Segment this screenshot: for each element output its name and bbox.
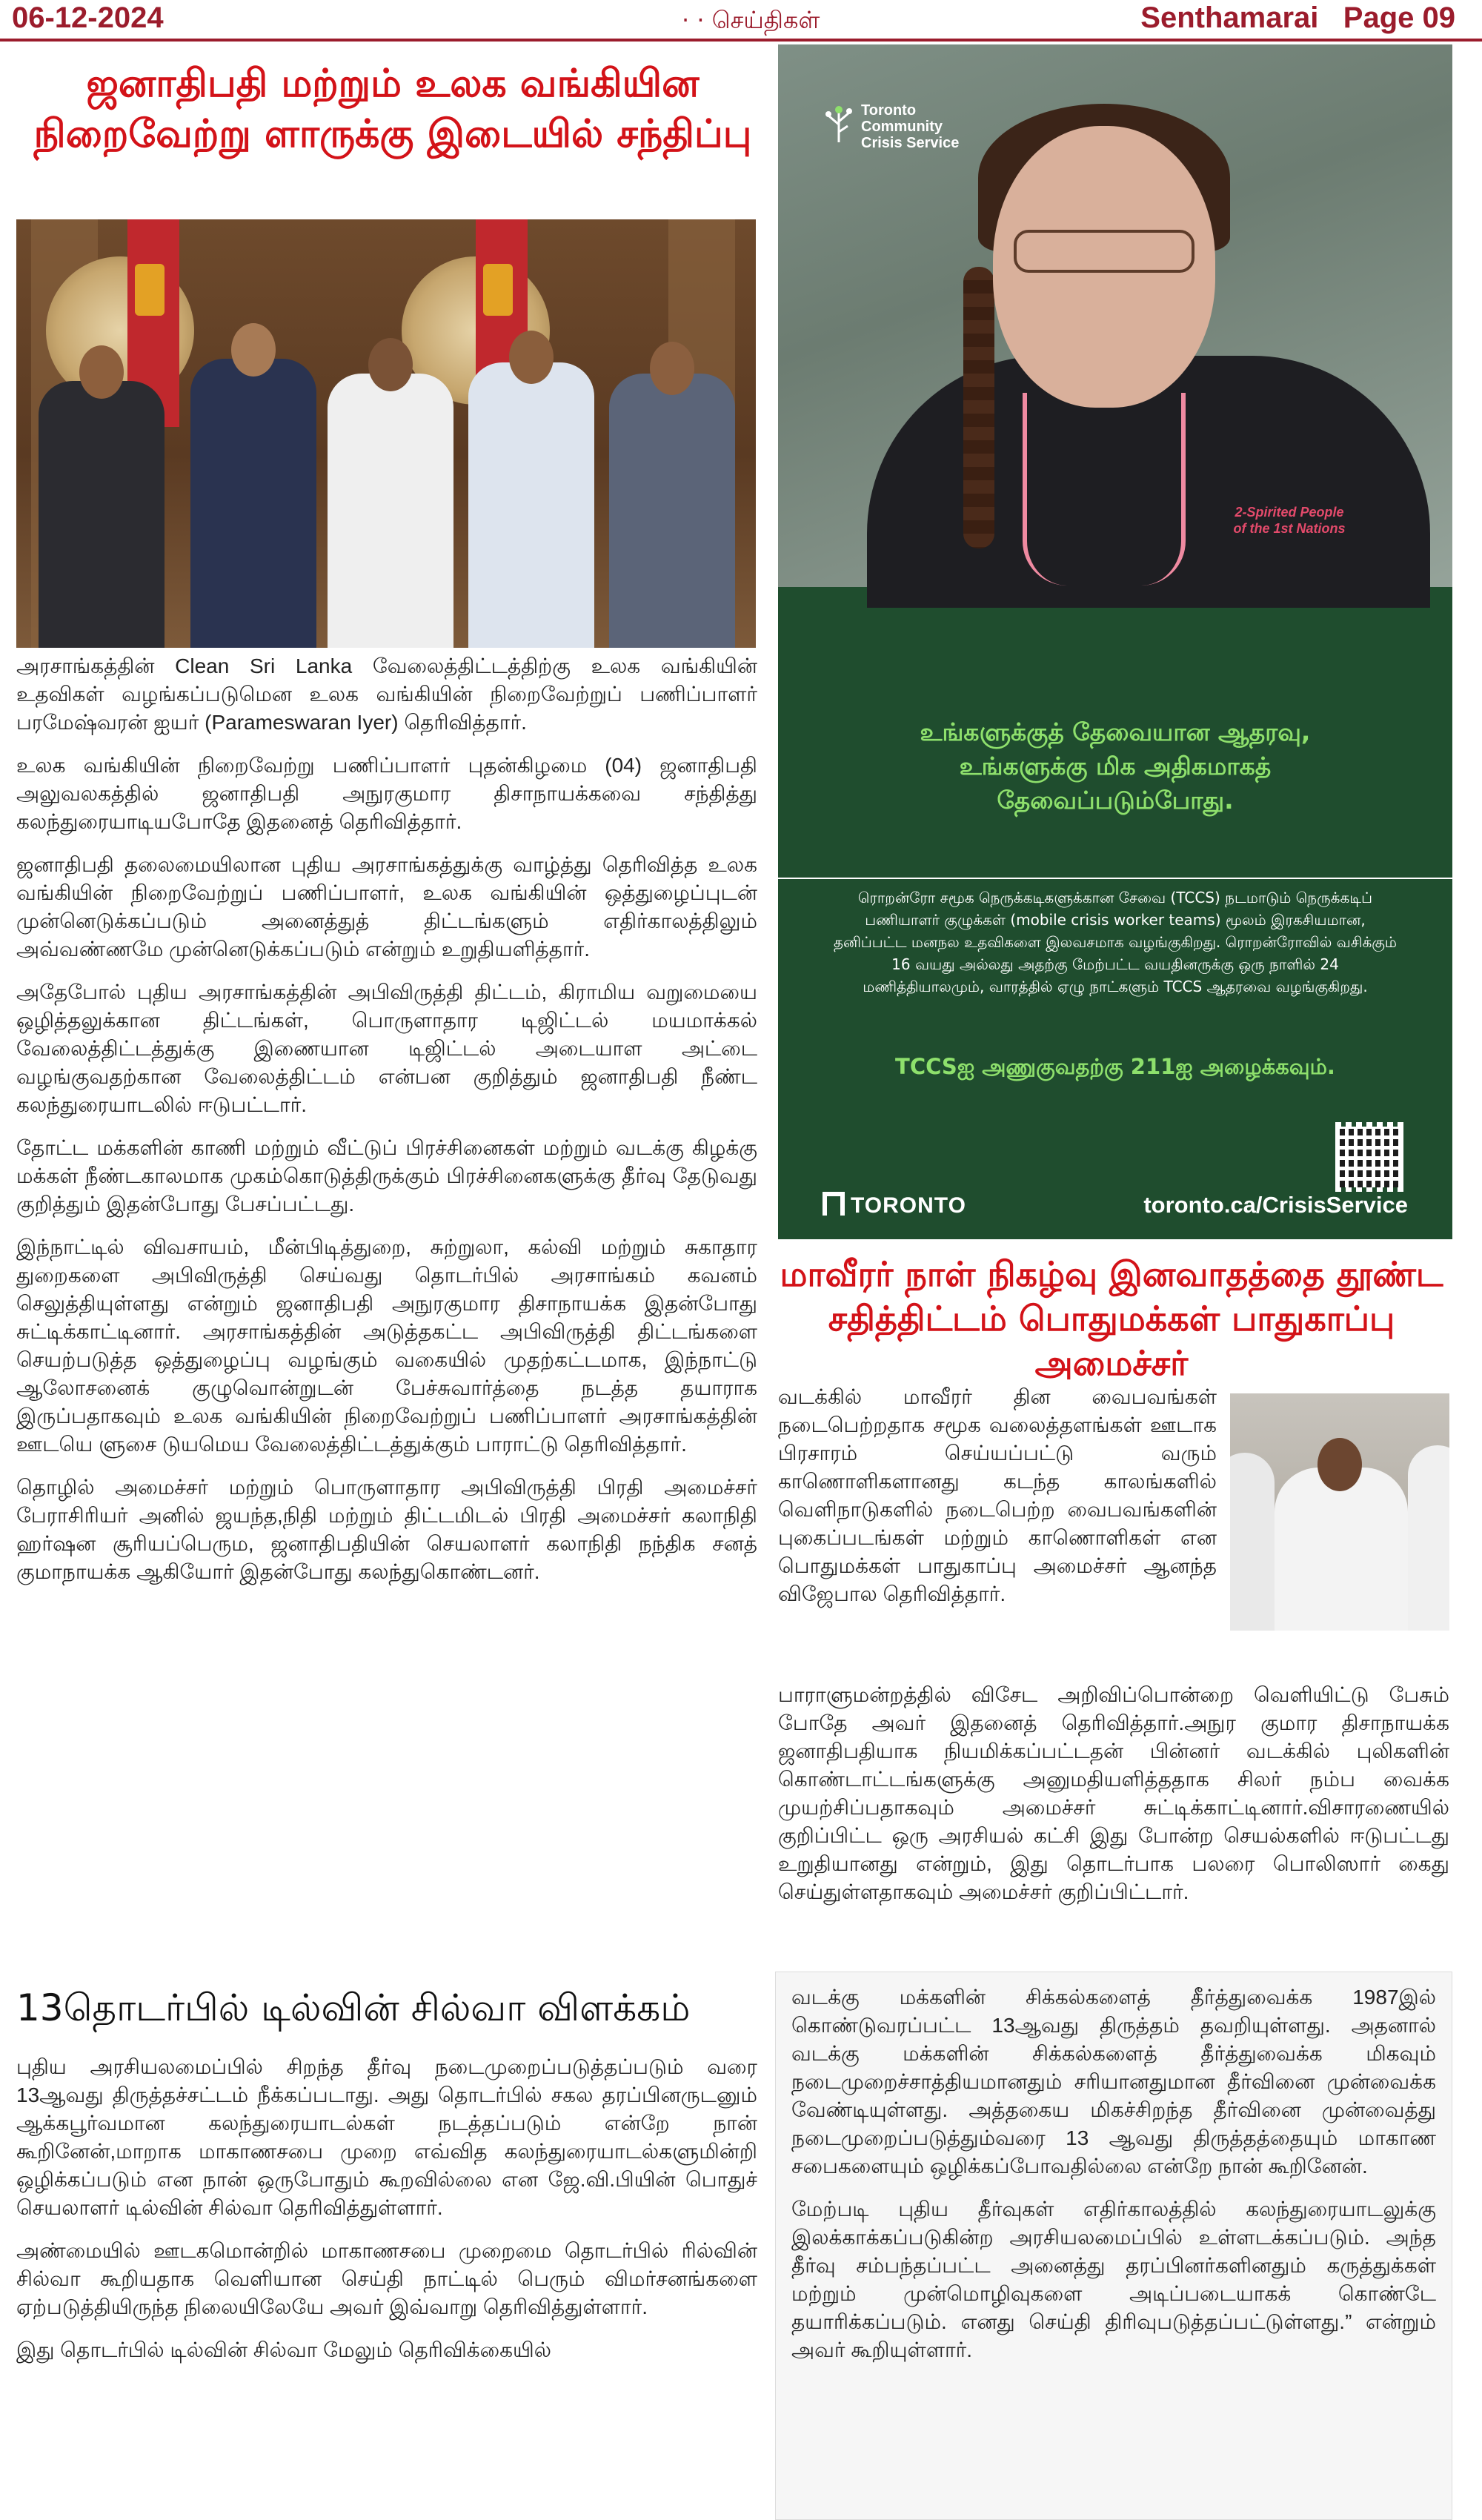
toronto-logo: TORONTO — [823, 1192, 966, 1218]
qr-code-icon[interactable] — [1335, 1122, 1405, 1192]
masthead — [1140, 1, 1455, 35]
paragraph: தோட்ட மக்களின் காணி மற்றும் வீட்டுப் பிரச்சினைகள் மற்றும் வடக்கு கிழக்கு மக்கள் நீண்டகாலமாக முகம்கொடுத்திருக்கும் பிரச்சினைகளுக்கு தீர்வு தேடுவது குறித்தும் இதன்போது பேசப்பட்டது. — [16, 1136, 757, 1216]
president-meeting-photo — [16, 219, 756, 648]
header-rule — [0, 39, 1482, 42]
paragraph: உலக வங்கியின் நிறைவேற்று பணிப்பாளர் புதன்கிழமை (04) ஜனாதிபதி அலுவலகத்தில் ஜனாதிபதி அநுரகுமார திசாநாயக்கவை சந்தித்து கலந்துரையாடியபோதே இதனைத் தெரிவித்தார். — [16, 754, 757, 833]
paragraph: அதேபோல் புதிய அரசாங்கத்தின் அபிவிருத்தி திட்டம், கிராமிய வறுமையை ஒழித்தலுக்கான திட்டங்கள், பொருளாதார டிஜிட்டல் மயமாக்கல் வேலைத்திட்டத்துக்கு இணையான டிஜிட்டல் அடையாள அட்டை வழங்குவதற்கான வேலைத்திட்டம் என்பன குறித்தும் ஜனாதிபதி நீண்ட கலந்துரையாடலில் ஈடுபட்டார். — [16, 981, 757, 1116]
paragraph: பாராளுமன்றத்தில் விசேட அறிவிப்பொன்றை வெளியிட்டு பேசும் போதே அவர் இதனைத் தெரிவித்தார்.அநுர குமார திசாநாயக்க ஜனாதிபதியாக நியமிக்கப்பட்டதன் பின்னர் வடக்கில் புலிகளின் கொண்டாட்டங்களுக்கு அனுமதியளித்ததாக சிலர் நம்ப வைக்க முயற்சிப்பதாகவும் அமைச்சர் சுட்டிக்காட்டினார்.விசாரணையில் குறிப்பிட்ட ஒரு அரசியல் கட்சி இது போன்ற செயல்களில் ஈடுபட்டது உறுதியானது என்றும், இது தொடர்பாக பலரை பொலிஸார் கைது செய்துள்ளதாகவும் அமைச்சர் குறிப்பிட்டார். — [778, 1683, 1449, 1903]
city-hall-icon — [823, 1192, 845, 1216]
main-headline-line1: ஜனாதிபதி மற்றும் உலக வங்கியின — [86, 62, 700, 106]
minister-photo — [1230, 1393, 1449, 1631]
dilvin-article-continuation — [791, 1983, 1436, 2379]
tree-icon — [823, 99, 855, 144]
advert-photo: 2-Spirited People of the 1st Nations Toronto Community Crisis Service — [778, 44, 1452, 587]
advert-call-to-action: TCCSஐ அணுகுவதற்கு 211ஐ அழைக்கவும். — [895, 1054, 1335, 1079]
paragraph: அண்மையில் ஊடகமொன்றில் மாகாணசபை முறைமை தொடர்பில் ரில்வின் சில்வா கூறியதாக வெளியான செய்தி நாட்டில் பெரும் விமர்சனங்களை ஏற்படுத்தியிருந்த நிலையிலேயே அவர் இவ்வாறு தெரிவித்துள்ளார். — [16, 2239, 757, 2318]
section-label: · · செய்திகள் — [682, 6, 820, 34]
paragraph: இது தொடர்பில் டில்வின் சில்வா மேலும் தெரிவிக்கையில் — [16, 2338, 552, 2361]
minister-article-body-wrap — [778, 1383, 1217, 1623]
paragraph: மேற்படி புதிய தீர்வுகள் எதிர்காலத்தில் கலந்துரையாடலுக்கு இலக்காக்கப்படுகின்ற அரசியலமைப்பில் உள்ளடக்கப்படும். அந்த தீர்வு சம்பந்தப்பட்ட அனைத்து தரப்பினர்களினதும் கருத்துக்கள் மற்றும் முன்மொழிவுகளை அடிப்படையாகக் கொண்டே தயாரிக்கப்படும். எனது செய்தி திரிவுபடுத்தப்பட்டுள்ளது.” என்றும் அவர் கூறியுள்ளார். — [791, 2198, 1436, 2361]
main-article-body — [16, 652, 757, 1601]
paragraph: வடக்கு மக்களின் சிக்கல்களைத் தீர்த்துவைக்க 1987இல் கொண்டுவரப்பட்ட 13ஆவது திருத்தம் தவறியுள்ளது. அதனால் வடக்கு மக்களின் சிக்கல்களைத் தீர்த்துவைக்க மிகவும் நடைமுறைச்சாத்தியமானதும் சரியானதுமான தீர்வினை முன்வைக்க வேண்டியுள்ளது. அத்தகைய மிகச்சிறந்த தீர்வினை முன்வைத்து நடைமுறைப்படுத்தும்வரை 13 ஆவது திருத்தத்தையும் மாகாண சபைகளையும் ஒழிக்கப்போவதில்லை என்றே நான் கூறினேன். — [791, 1986, 1436, 2178]
paragraph: புதிய அரசியலமைப்பில் சிறந்த தீர்வு நடைமுறைப்படுத்தப்படும் வரை 13ஆவது திருத்தச்சட்டம் நீக்கப்படாது. அது தொடர்பில் சகல தரப்பினருடனும் ஆக்கபூர்வமான கலந்துரையாடல்கள் நடத்தப்படும் என்றே நான் கூறினேன்,மாறாக மாகாணசபை முறை எவ்வித கலந்துரையாடல்களுமின்றி ஒழிக்கப்படும் என நான் ஒருபோதும் கூறவில்லை என ஜே.வி.பியின் பொதுச் செயலாளர் டில்வின் சில்வா தெரிவித்துள்ளார். — [16, 2055, 757, 2219]
minister-headline — [778, 1253, 1445, 1385]
crisis-service-advert — [778, 44, 1452, 1239]
paragraph: தொழில் அமைச்சர் மற்றும் பொருளாதார அபிவிருத்தி பிரதி அமைச்சர் பேராசிரியர் அனில் ஜயந்த,நிதி மற்றும் திட்டமிடல் பிரதி அமைச்சர் கலாநிதி ஹர்ஷன சூரியப்பெரும, ஜனாதிபதியின் செயலாளர் கலாநிதி நந்திக சனத் குமாநாயக்க ஆகியோர் இதன்போது கலந்துகொண்டனர். — [16, 1476, 757, 1583]
main-headline-line2: நிறைவேற்று ளாருக்கு இடையில் சந்திப்பு — [33, 111, 752, 156]
issue-date: 06-12-2024 — [12, 1, 164, 34]
shirt-print: 2-Spirited People of the 1st Nations — [1233, 505, 1346, 536]
advert-divider — [778, 878, 1452, 879]
paragraph: வடக்கில் மாவீரர் தின வைபவங்கள் நடைபெற்றதாக சமூக வலைத்தளங்கள் ஊடாக பிரசாரம் செய்யப்பட்டு வரும் காணொளிகளானது கடந்த காலங்களில் வெளிநாடுகளில் நடைபெற்ற வைபவங்களின் புகைப்படங்கள் மற்றும் காணொளிகள் என பொதுமக்கள் பாதுகாப்பு அமைச்சர் ஆனந்த விஜேபால தெரிவித்தார். — [778, 1385, 1217, 1605]
advert-url[interactable]: toronto.ca/CrisisService — [1143, 1192, 1408, 1218]
minister-headline-line1: மாவீரர் நாள் நிகழ்வு இனவாதத்தை தூண்ட — [780, 1254, 1443, 1294]
advert-slogan: உங்களுக்குத் தேவையான ஆதரவு, உங்களுக்கு மிக அதிகமாகத் தேவைப்படும்போது. — [920, 717, 1311, 815]
paragraph: அரசாங்கத்தின் Clean Sri Lanka வேலைத்திட்டத்திற்கு உலக வங்கியின் உதவிகள் வழங்கப்படுமென உலக வங்கியின் நிறைவேற்றுப் பணிப்பாளர் பரமேஷ்வரன் ஐயர் (Parameswaran Iyer) தெரிவித்தார். — [16, 654, 757, 734]
dilvin-headline: 13தொடர்பில் டில்வின் சில்வா விளக்கம் — [16, 1986, 691, 2029]
minister-article-body — [778, 1681, 1449, 1921]
dilvin-article-body — [16, 2053, 757, 2379]
paper-name: Senthamarai — [1140, 1, 1319, 34]
paragraph: ஜனாதிபதி தலைமையிலான புதிய அரசாங்கத்துக்கு வாழ்த்து தெரிவித்த உலக வங்கியின் நிறைவேற்றுப் பணிப்பாளர், உலக வங்கியின் ஒத்துழைப்புடன் முன்னெடுக்கப்படும் அனைத்துத் திட்டங்களும் எதிர்காலத்திலும் அவ்வண்ணமே முன்னெடுக்கப்படும் என்றும் உறுதியளித்தார். — [16, 853, 757, 961]
main-headline — [22, 59, 763, 159]
paragraph: இந்நாட்டில் விவசாயம், மீன்பிடித்துறை, சுற்றுலா, கல்வி மற்றும் சுகாதார துறைகளை அபிவிருத்தி செய்வது தொடர்பில் அரசாங்கம் கவனம் செலுத்தியுள்ளது என்றும் ஜனாதிபதி அநுரகுமார திசாநாயக்க இதன்போது சுட்டிக்காட்டினார். அரசாங்கத்தின் அடுத்தகட்ட அபிவிருத்தி திட்டங்களை செயற்படுத்த ஒத்துழைப்பு வழங்கும் வகையில் முதற்கட்டமாக, இந்நாட்டு ஆலோசனைக் குழுவொன்றுடன் பேச்சுவார்த்தை நடத்த தயாராக இருப்பதாகவும் உலக வங்கியின் நிறைவேற்றுப் பணிப்பாளர் அரசாங்கத்தின் ஊடயெ ளுசை டுயமெய வேலைத்திட்டத்துக்கும் பாராட்டு தெரிவித்தார். — [16, 1236, 757, 1456]
page-number: Page 09 — [1343, 1, 1455, 34]
advert-description: ரொறன்ரோ சமூக நெருக்கடிகளுக்கான சேவை (TCCS) நடமாடும் நெருக்கடிப் பணியாளர் குழுக்கள் (mobile crisis worker teams) மூலம் இரகசியமான, தனிப்பட்ட மனநல உதவிகளை இலவசமாக வழங்குகிறது. ரொறன்ரோவில் வசிக்கும் 16 வயது அல்லது அதற்கு மேற்பட்ட வயதினருக்கு ஒரு நாளில் 24 மணித்தியாலமும், வாரத்தில் ஏழு நாட்களும் TCCS ஆதரவை வழங்குகிறது. — [833, 889, 1398, 995]
minister-headline-line2: சதித்திட்டம் பொதுமக்கள் பாதுகாப்பு அமைச்சர் — [828, 1298, 1395, 1383]
